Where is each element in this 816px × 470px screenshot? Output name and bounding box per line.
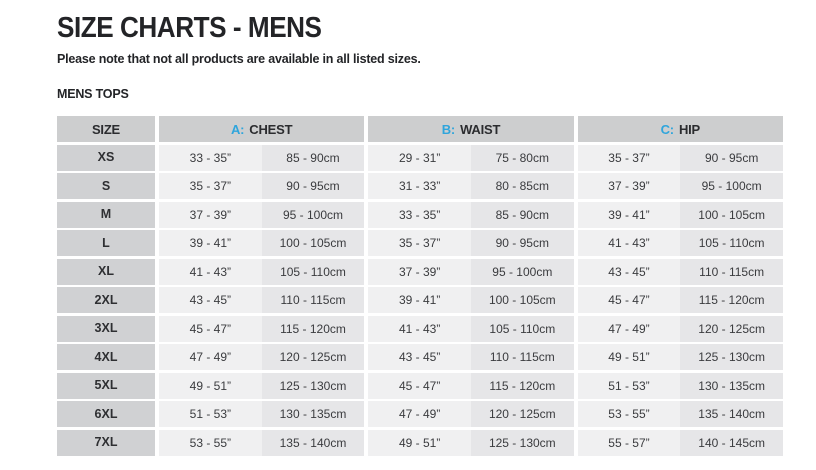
- table-body: [57, 145, 783, 456]
- value-cell-cm: 80 - 85cm: [471, 173, 574, 199]
- measurement-group: [578, 344, 783, 370]
- table-row: [57, 202, 783, 228]
- measurement-group: [578, 373, 783, 399]
- value-cell-cm: 130 - 135cm: [262, 401, 365, 427]
- value-cell-cm: 90 - 95cm: [471, 230, 574, 256]
- measurement-group: [159, 344, 364, 370]
- table-row: [57, 259, 783, 285]
- table-row: [57, 230, 783, 256]
- size-cell: M: [57, 202, 155, 228]
- table-row: [57, 287, 783, 313]
- column-header-waist: [368, 116, 573, 142]
- measure-label-hip: HIP: [678, 121, 701, 137]
- value-cell-cm: 105 - 110cm: [262, 259, 365, 285]
- value-cell-cm: 75 - 80cm: [471, 145, 574, 171]
- size-chart-table: [57, 116, 783, 456]
- measurement-group: [368, 173, 573, 199]
- value-cell-inches: 45 - 47”: [368, 373, 471, 399]
- table-row: [57, 145, 783, 171]
- measure-letter-c: C:: [660, 121, 674, 137]
- value-cell-cm: 85 - 90cm: [262, 145, 365, 171]
- value-cell-inches: 39 - 41”: [578, 202, 681, 228]
- measure-label-chest: CHEST: [249, 121, 293, 137]
- value-cell-inches: 53 - 55”: [578, 401, 681, 427]
- size-cell: S: [57, 173, 155, 199]
- measurement-group: [578, 401, 783, 427]
- value-cell-cm: 140 - 145cm: [680, 430, 783, 456]
- value-cell-cm: 120 - 125cm: [680, 316, 783, 342]
- value-cell-inches: 47 - 49”: [159, 344, 262, 370]
- value-cell-cm: 125 - 130cm: [262, 373, 365, 399]
- value-cell-inches: 37 - 39”: [578, 173, 681, 199]
- value-cell-cm: 135 - 140cm: [262, 430, 365, 456]
- value-cell-inches: 45 - 47”: [159, 316, 262, 342]
- column-header-chest: [159, 116, 364, 142]
- measurement-group: [578, 202, 783, 228]
- value-cell-cm: 110 - 115cm: [471, 344, 574, 370]
- measurement-group: [368, 145, 573, 171]
- measurement-group: [578, 287, 783, 313]
- value-cell-inches: 45 - 47”: [578, 287, 681, 313]
- measurement-group: [159, 430, 364, 456]
- value-cell-cm: 85 - 90cm: [471, 202, 574, 228]
- value-cell-cm: 100 - 105cm: [262, 230, 365, 256]
- column-header-size: SIZE: [57, 116, 155, 142]
- measurement-group: [159, 173, 364, 199]
- measurement-group: [159, 373, 364, 399]
- size-cell: L: [57, 230, 155, 256]
- value-cell-inches: 55 - 57”: [578, 430, 681, 456]
- value-cell-inches: 43 - 45”: [578, 259, 681, 285]
- value-cell-cm: 90 - 95cm: [262, 173, 365, 199]
- measurement-group: [578, 145, 783, 171]
- availability-note: Please note that not all products are available in all listed sizes.: [57, 52, 421, 66]
- value-cell-cm: 105 - 110cm: [680, 230, 783, 256]
- value-cell-inches: 41 - 43”: [159, 259, 262, 285]
- measurement-group: [159, 202, 364, 228]
- measurement-group: [578, 430, 783, 456]
- measurement-group: [578, 230, 783, 256]
- value-cell-inches: 53 - 55”: [159, 430, 262, 456]
- value-cell-cm: 100 - 105cm: [471, 287, 574, 313]
- value-cell-cm: 115 - 120cm: [680, 287, 783, 313]
- size-cell: XL: [57, 259, 155, 285]
- table-row: [57, 316, 783, 342]
- value-cell-cm: 115 - 120cm: [471, 373, 574, 399]
- measurement-group: [368, 316, 573, 342]
- value-cell-inches: 33 - 35”: [159, 145, 262, 171]
- measurement-group: [159, 145, 364, 171]
- value-cell-inches: 51 - 53”: [578, 373, 681, 399]
- value-cell-cm: 125 - 130cm: [680, 344, 783, 370]
- section-heading-mens-tops: MENS TOPS: [57, 87, 129, 101]
- size-cell: 7XL: [57, 430, 155, 456]
- measurement-group: [159, 401, 364, 427]
- table-row: [57, 401, 783, 427]
- measurement-group: [368, 259, 573, 285]
- column-header-hip: [578, 116, 783, 142]
- value-cell-cm: 110 - 115cm: [262, 287, 365, 313]
- value-cell-cm: 95 - 100cm: [471, 259, 574, 285]
- value-cell-inches: 33 - 35”: [368, 202, 471, 228]
- measure-label-waist: WAIST: [460, 121, 501, 137]
- value-cell-cm: 90 - 95cm: [680, 145, 783, 171]
- value-cell-inches: 47 - 49”: [578, 316, 681, 342]
- value-cell-inches: 31 - 33”: [368, 173, 471, 199]
- value-cell-cm: 120 - 125cm: [471, 401, 574, 427]
- size-cell: 3XL: [57, 316, 155, 342]
- value-cell-inches: 35 - 37”: [368, 230, 471, 256]
- value-cell-cm: 100 - 105cm: [680, 202, 783, 228]
- measurement-group: [368, 230, 573, 256]
- size-cell: 5XL: [57, 373, 155, 399]
- measurement-group: [368, 344, 573, 370]
- table-row: [57, 373, 783, 399]
- table-row: [57, 430, 783, 456]
- table-row: [57, 173, 783, 199]
- value-cell-inches: 29 - 31”: [368, 145, 471, 171]
- value-cell-cm: 135 - 140cm: [680, 401, 783, 427]
- value-cell-inches: 49 - 51”: [578, 344, 681, 370]
- size-cell: 6XL: [57, 401, 155, 427]
- value-cell-inches: 35 - 37”: [159, 173, 262, 199]
- value-cell-inches: 37 - 39”: [368, 259, 471, 285]
- measurement-group: [578, 316, 783, 342]
- value-cell-cm: 125 - 130cm: [471, 430, 574, 456]
- value-cell-cm: 115 - 120cm: [262, 316, 365, 342]
- value-cell-cm: 120 - 125cm: [262, 344, 365, 370]
- measurement-group: [159, 259, 364, 285]
- measurement-group: [368, 373, 573, 399]
- value-cell-inches: 41 - 43”: [368, 316, 471, 342]
- value-cell-inches: 43 - 45”: [159, 287, 262, 313]
- page-title: SIZE CHARTS - MENS: [57, 12, 322, 44]
- measurement-group: [368, 401, 573, 427]
- value-cell-inches: 39 - 41”: [368, 287, 471, 313]
- size-cell: 2XL: [57, 287, 155, 313]
- table-header-row: [57, 116, 783, 142]
- value-cell-inches: 41 - 43”: [578, 230, 681, 256]
- measurement-group: [368, 430, 573, 456]
- measurement-group: [159, 230, 364, 256]
- measurement-group: [368, 202, 573, 228]
- value-cell-inches: 49 - 51”: [368, 430, 471, 456]
- value-cell-cm: 95 - 100cm: [680, 173, 783, 199]
- value-cell-inches: 37 - 39”: [159, 202, 262, 228]
- measure-letter-b: B:: [441, 121, 456, 137]
- value-cell-cm: 105 - 110cm: [471, 316, 574, 342]
- value-cell-inches: 43 - 45”: [368, 344, 471, 370]
- value-cell-cm: 95 - 100cm: [262, 202, 365, 228]
- value-cell-inches: 47 - 49”: [368, 401, 471, 427]
- size-cell: 4XL: [57, 344, 155, 370]
- measurement-group: [368, 287, 573, 313]
- table-row: [57, 344, 783, 370]
- value-cell-inches: 49 - 51”: [159, 373, 262, 399]
- measurement-group: [159, 287, 364, 313]
- value-cell-cm: 110 - 115cm: [680, 259, 783, 285]
- measurement-group: [578, 259, 783, 285]
- measure-letter-a: A:: [230, 121, 245, 137]
- value-cell-inches: 39 - 41”: [159, 230, 262, 256]
- measurement-group: [578, 173, 783, 199]
- value-cell-inches: 51 - 53”: [159, 401, 262, 427]
- measurement-group: [159, 316, 364, 342]
- size-cell: XS: [57, 145, 155, 171]
- value-cell-cm: 130 - 135cm: [680, 373, 783, 399]
- value-cell-inches: 35 - 37”: [578, 145, 681, 171]
